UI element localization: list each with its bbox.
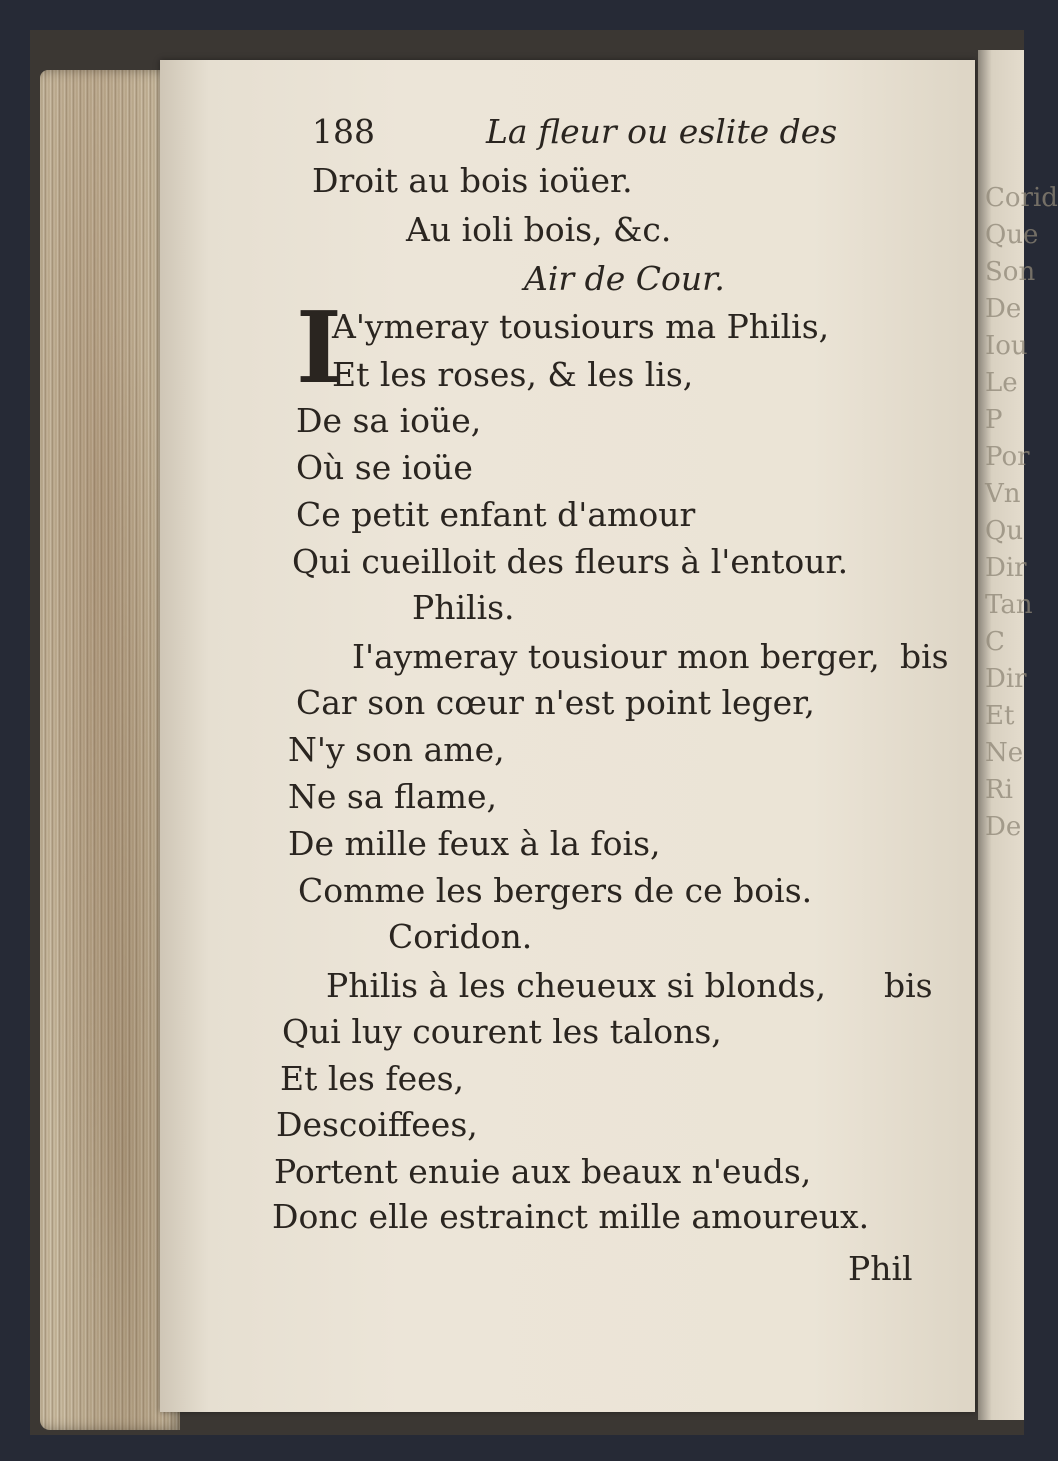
verse-line: Droit au bois ioüer. <box>312 161 633 200</box>
verse-line: Philis à les cheueux si blonds, <box>326 966 826 1005</box>
facing-page-fragment: P <box>985 405 1003 435</box>
speaker-heading: Coridon. <box>388 917 533 956</box>
facing-page-fragment: Dir <box>985 553 1027 583</box>
verse-line: Où se ioüe <box>296 448 473 487</box>
catchword: Phil <box>848 1249 913 1288</box>
verse-line: I'aymeray tousiour mon berger, <box>352 637 880 676</box>
speaker-heading: Philis. <box>412 588 515 627</box>
facing-page-fragment: Son <box>985 257 1036 287</box>
facing-page-margin-text <box>985 180 1058 846</box>
facing-page-fragment: De <box>985 294 1022 324</box>
page-number: 188 <box>312 112 375 151</box>
section-heading: Air de Cour. <box>524 259 725 298</box>
facing-page-fragment: Qu <box>985 516 1024 546</box>
facing-page-fragment: Vn <box>985 479 1021 509</box>
facing-page-fragment: Tan <box>985 590 1033 620</box>
verse-line: Donc elle estrainct mille amoureux. <box>272 1197 870 1236</box>
verse-line: Comme les bergers de ce bois. <box>298 871 813 910</box>
facing-page-fragment: Iou <box>985 331 1028 361</box>
verse-line: A'ymeray tousiours ma Philis, <box>332 307 830 346</box>
verse-line: De mille feux à la fois, <box>288 824 661 863</box>
drop-cap: I <box>296 291 342 406</box>
facing-page-fragment: Ne <box>985 738 1024 768</box>
facing-page-fragment: Et <box>985 701 1015 731</box>
verse-line: Qui luy courent les talons, <box>282 1012 722 1051</box>
facing-page-fragment: Dir <box>985 664 1027 694</box>
verse-line: Au ioli bois, &c. <box>406 210 672 249</box>
verse-line: Et les fees, <box>280 1059 465 1098</box>
facing-page-fragment: Corid <box>985 183 1058 213</box>
verse-line: Ce petit enfant d'amour <box>296 495 696 534</box>
facing-page-fragment: C <box>985 627 1005 657</box>
verse-line: Descoiffees, <box>276 1105 478 1144</box>
facing-page-fragment: De <box>985 812 1022 842</box>
page-edges <box>40 70 180 1430</box>
verse-line: Qui cueilloit des fleurs à l'entour. <box>292 542 849 581</box>
facing-page-fragment: Le <box>985 368 1018 398</box>
verse-line: Et les roses, & les lis, <box>332 355 694 394</box>
facing-page-fragment: Ri <box>985 775 1013 805</box>
verse-line: Portent enuie aux beaux n'euds, <box>274 1152 812 1191</box>
verse-line: De sa ioüe, <box>296 401 482 440</box>
verse-line: Ne sa flame, <box>288 777 497 816</box>
running-title: La fleur ou eslite des <box>486 112 838 151</box>
bis-marker: bis <box>884 966 933 1005</box>
facing-page-fragment: Por <box>985 442 1030 472</box>
verse-line: N'y son ame, <box>288 730 505 769</box>
facing-page-fragment: Que <box>985 220 1039 250</box>
verse-line: Car son cœur n'est point leger, <box>296 683 815 722</box>
bis-marker: bis <box>900 637 949 676</box>
